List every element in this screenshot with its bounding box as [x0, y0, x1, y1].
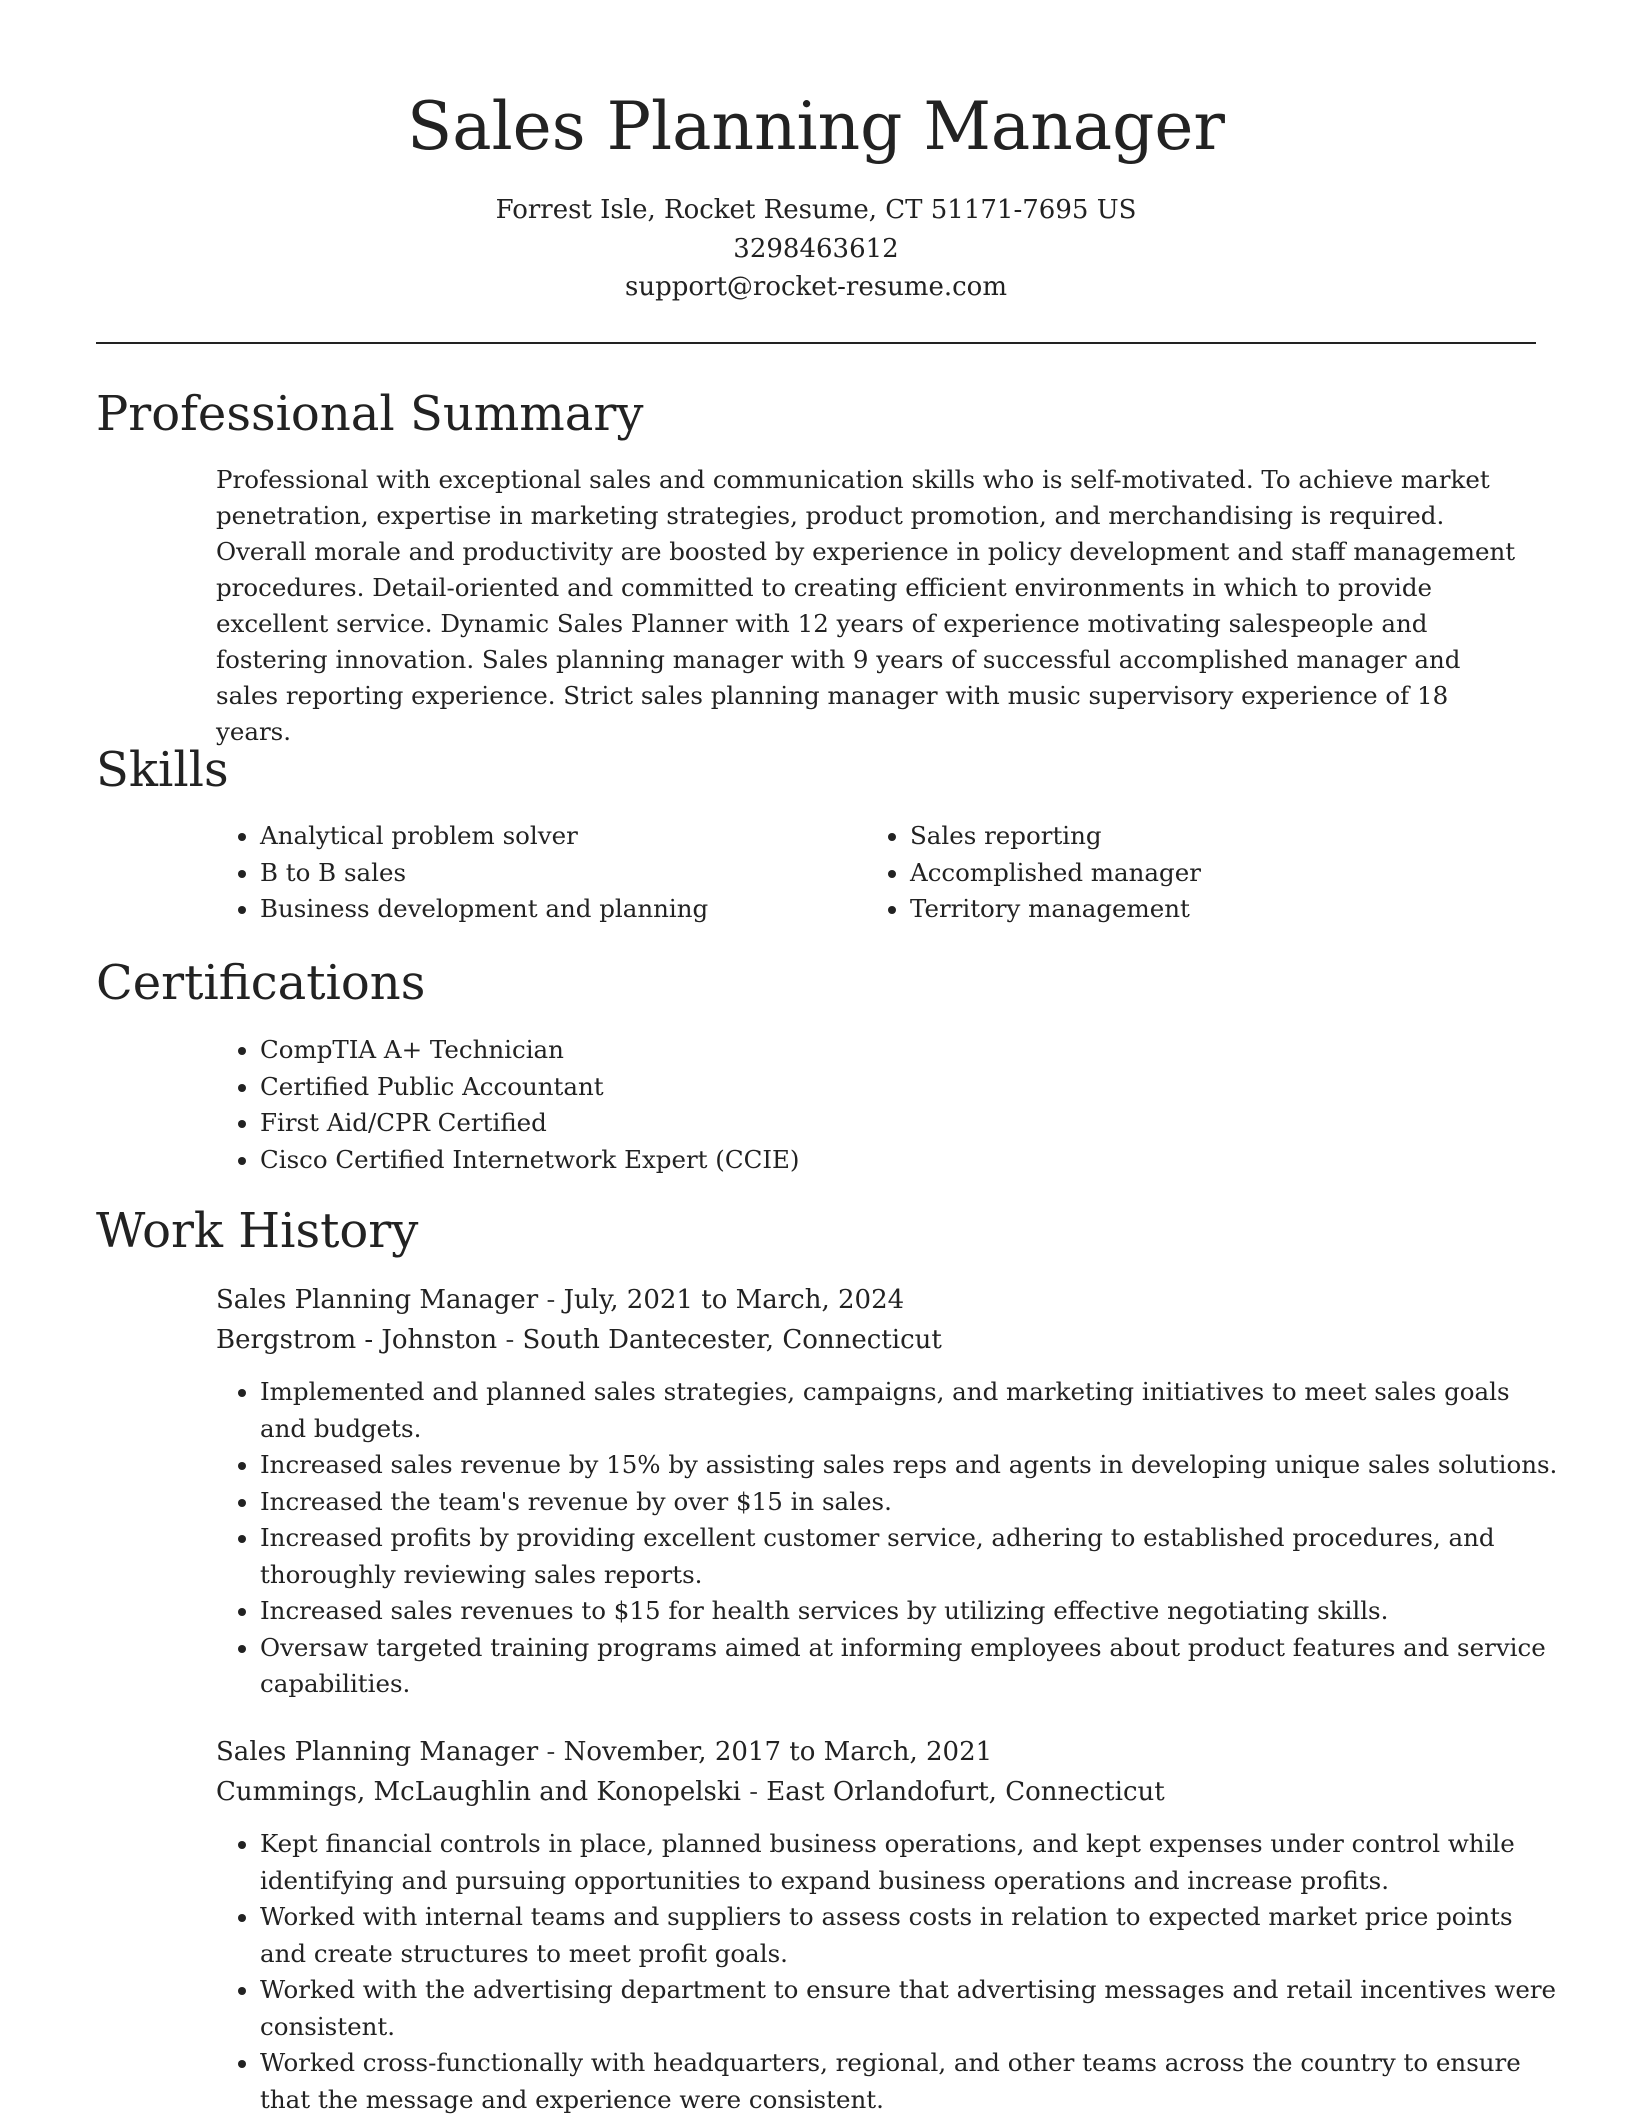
skill-item: • Analytical problem solver: [260, 818, 860, 855]
duty-item: • Increased sales revenues to $15 for health services by utilizing effective negotiating skills.: [260, 1593, 1560, 1630]
skills-list-right: [866, 818, 1510, 928]
summary-heading: Professional Summary: [96, 386, 644, 442]
company-name: Cummings, McLaughlin and Konopelski: [216, 1777, 741, 1807]
contact-email: support@rocket-resume.com: [624, 272, 1007, 302]
separator: -: [546, 1285, 556, 1315]
job-role: Sales Planning Manager: [216, 1737, 539, 1767]
skill-item: • Territory management: [910, 891, 1510, 928]
certification-item: • Certified Public Accountant: [260, 1069, 1560, 1106]
certifications-list: [216, 1032, 1560, 1178]
duty-item: • Worked with the advertising department to ensure that advertising messages and retail incentives were consistent.: [260, 1972, 1560, 2045]
separator: -: [749, 1777, 759, 1807]
contact-phone: 3298463612: [733, 234, 899, 264]
skill-item: • Sales reporting: [910, 818, 1510, 855]
header-divider: [96, 342, 1536, 344]
certification-item: • CompTIA A+ Technician: [260, 1032, 1560, 1069]
skill-item: • Accomplished manager: [910, 855, 1510, 892]
duty-item: • Kept financial controls in place, planned business operations, and kept expenses under control while identifying and pursuing opportunities to expand business operations and increase profits.: [260, 1826, 1560, 1899]
duty-item: • Worked with internal teams and suppliers to assess costs in relation to expected market price points and create structures to meet profit goals.: [260, 1899, 1560, 1972]
job-title-line: [216, 1280, 904, 1320]
job-company-line: [216, 1320, 942, 1360]
skill-item: • Business development and planning: [260, 891, 860, 928]
certification-item: • Cisco Certified Internetwork Expert (CCIE): [260, 1142, 1560, 1179]
job-dates: November, 2017 to March, 2021: [563, 1737, 993, 1767]
skill-item: • B to B sales: [260, 855, 860, 892]
duty-item: • Worked cross-functionally with headquarters, regional, and other teams across the country to ensure that the message and experience were consistent.: [260, 2045, 1560, 2118]
company-name: Bergstrom - Johnston: [216, 1325, 498, 1355]
candidate-name: Sales Planning Manager: [407, 88, 1225, 165]
company-location: East Orlandofurt, Connecticut: [766, 1777, 1165, 1807]
company-location: South Dantecester, Connecticut: [522, 1325, 942, 1355]
job-dates: July, 2021 to March, 2024: [563, 1285, 905, 1315]
job-title-line: [216, 1732, 992, 1772]
duty-item: • Oversaw targeted training programs aimed at informing employees about product features and service capabilities.: [260, 1630, 1560, 1703]
separator: -: [546, 1737, 556, 1767]
certifications-heading: Certifications: [96, 955, 426, 1011]
contact-address: Forrest Isle, Rocket Resume, CT 51171-7695 US: [495, 195, 1137, 225]
work-history-heading: Work History: [96, 1203, 419, 1259]
skills-heading: Skills: [96, 742, 229, 798]
duty-item: • Implemented and planned sales strategies, campaigns, and marketing initiatives to meet sales goals and budgets.: [260, 1374, 1560, 1447]
duty-item: • Increased the team's revenue by over $15 in sales.: [260, 1484, 1560, 1521]
certification-item: • First Aid/CPR Certified: [260, 1105, 1560, 1142]
duty-item: • Increased sales revenue by 15% by assisting sales reps and agents in developing unique sales solutions.: [260, 1447, 1560, 1484]
job-duties-list: [216, 1826, 1560, 2118]
job-role: Sales Planning Manager: [216, 1285, 539, 1315]
summary-text: Professional with exceptional sales and communication skills who is self-motivated. To achieve market penetration, expertise in marketing strategies, product promotion, and merchandising is required. Overall morale and productivity are boosted by experience in policy development and staff management procedures. Detail-oriented and committed to creating efficient environments in which to provide excellent service. Dynamic Sales Planner with 12 years of experience motivating salespeople and fostering innovation. Sales planning manager with 9 years of successful accomplished manager and sales reporting experience. Strict sales planning manager with music supervisory experience of 18 years.: [216, 465, 1516, 746]
duty-item: • Increased profits by providing excellent customer service, adhering to established procedures, and thoroughly reviewing sales reports.: [260, 1520, 1560, 1593]
job-duties-list: [216, 1374, 1560, 1703]
separator: -: [505, 1325, 515, 1355]
skills-list-left: [216, 818, 860, 928]
job-company-line: [216, 1772, 1165, 1812]
